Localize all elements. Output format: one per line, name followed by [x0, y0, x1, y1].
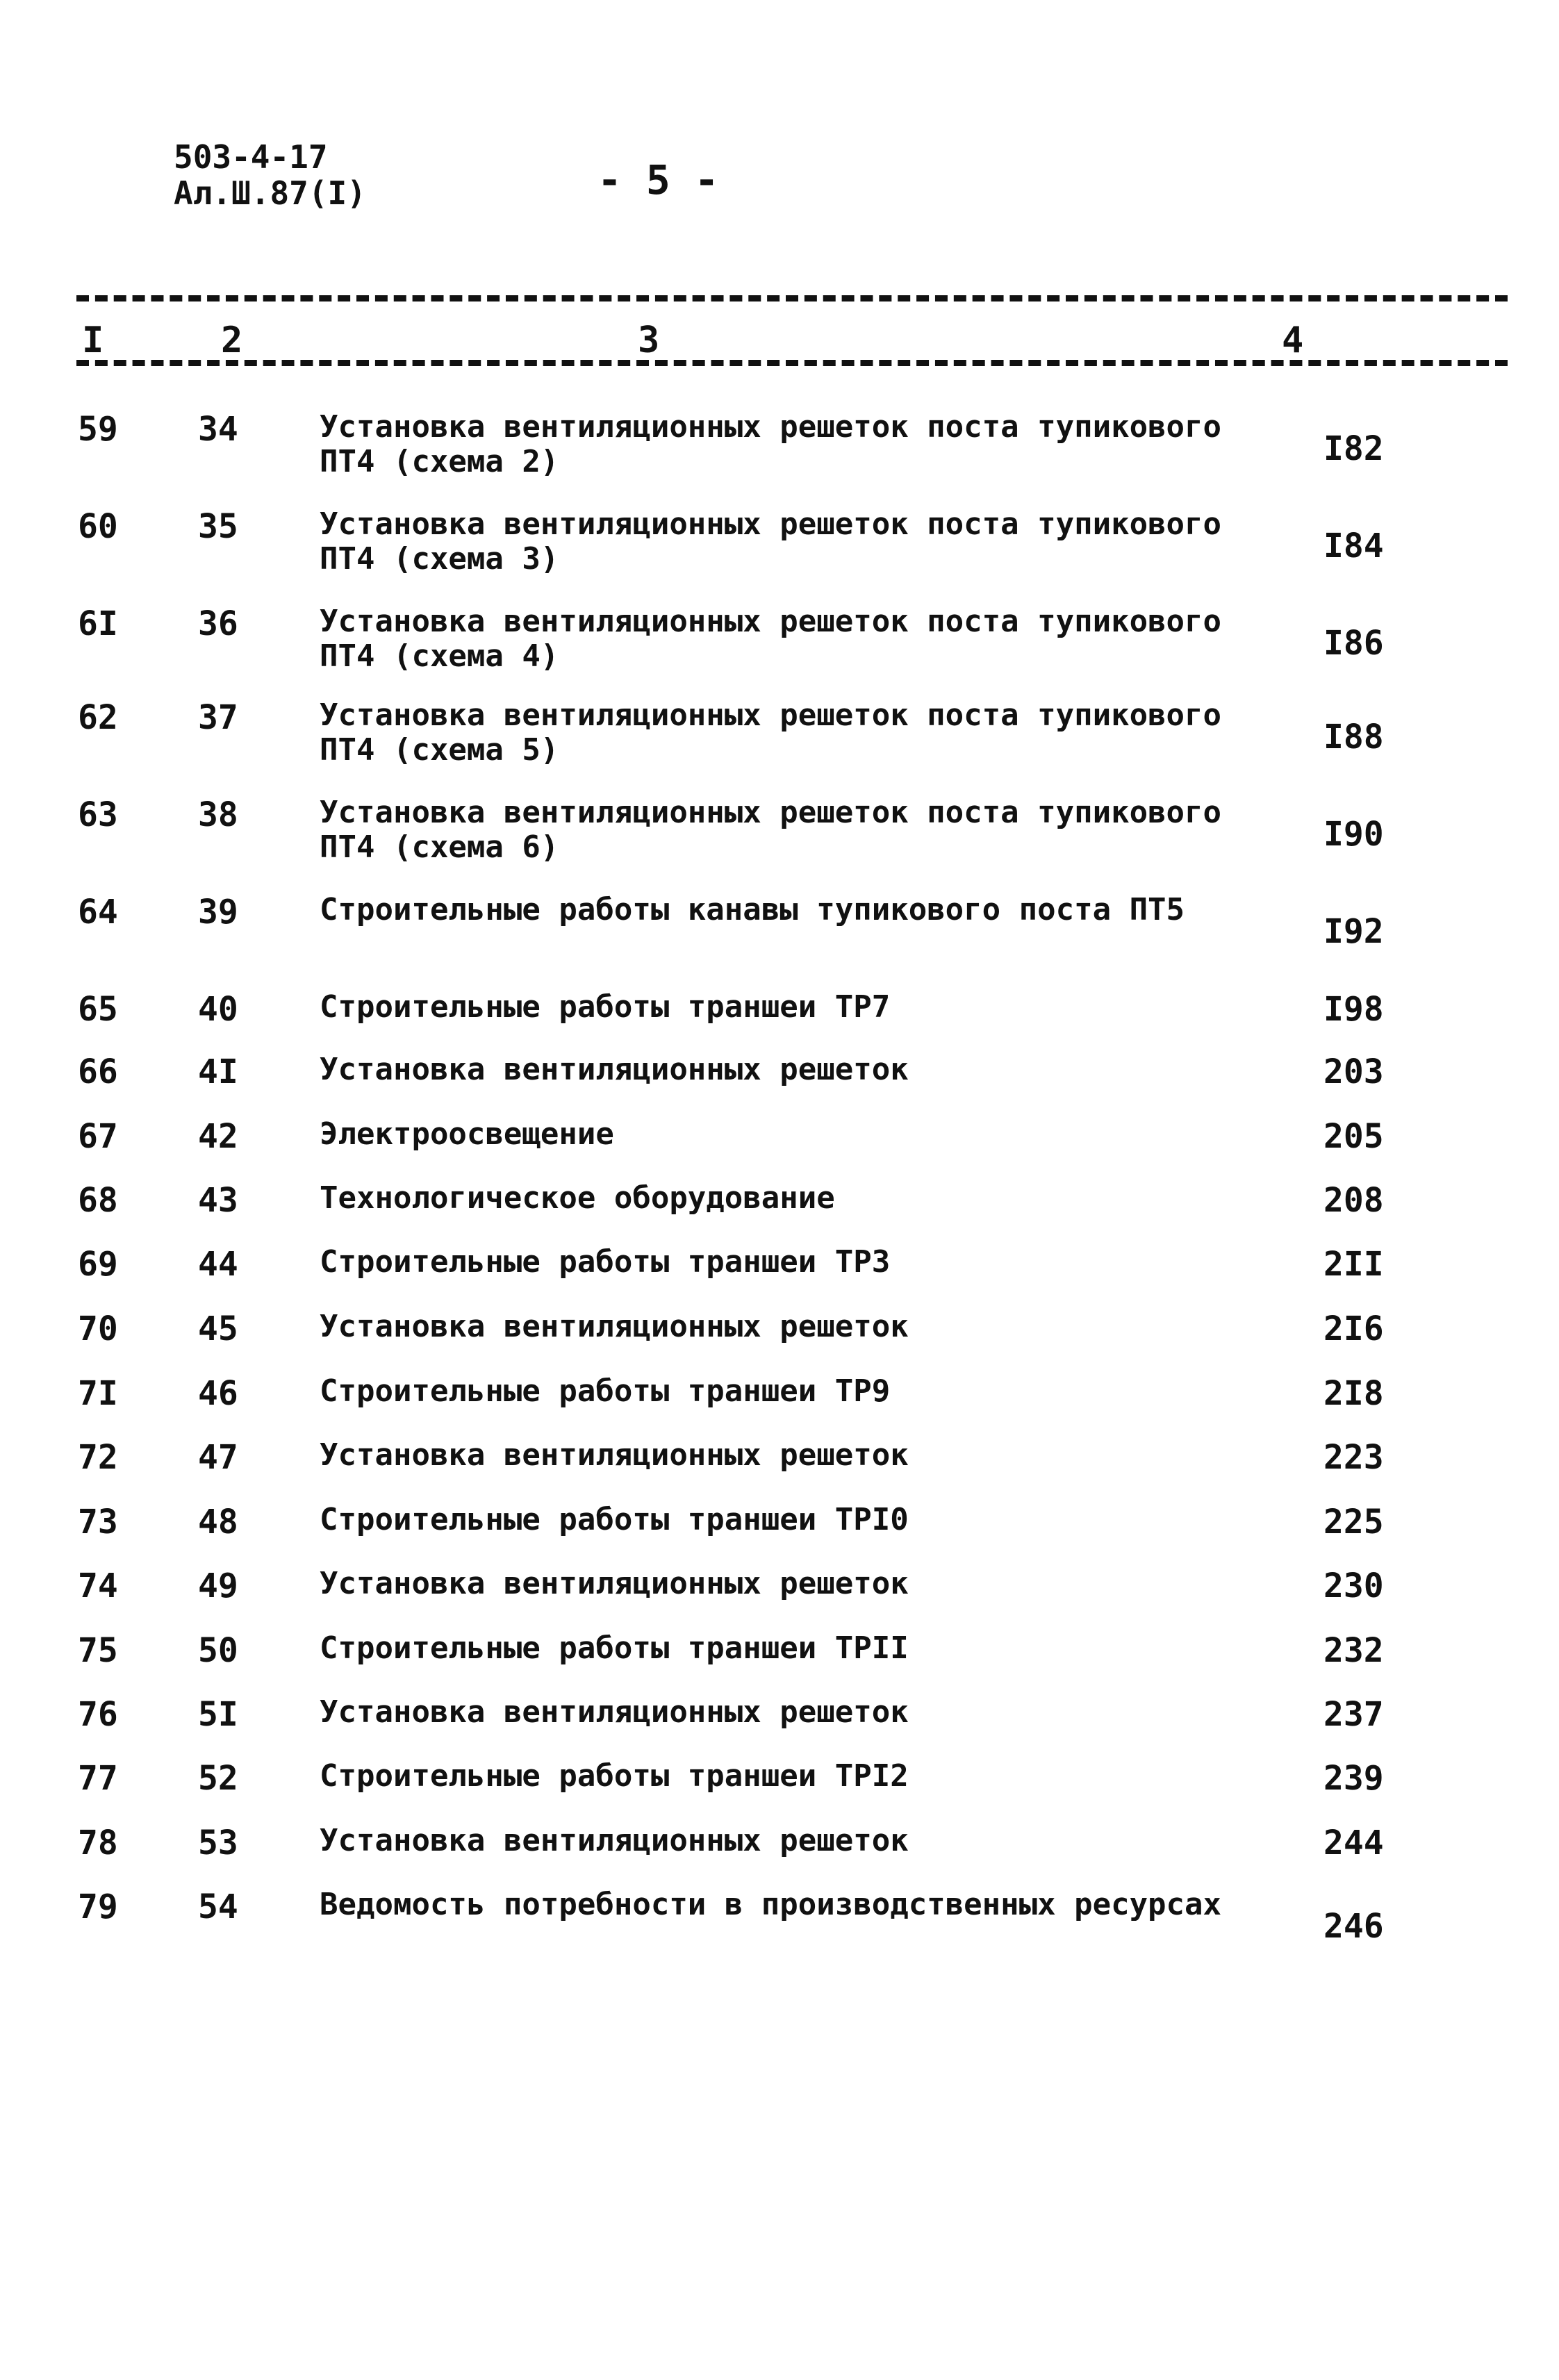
column-header-3: 3: [638, 320, 660, 361]
page-reference: 205: [1323, 1117, 1384, 1156]
item-title: Строительные работы канавы тупикового поста ПТ5: [320, 892, 1185, 927]
row-number: 60: [78, 507, 118, 546]
page-reference: I98: [1323, 990, 1384, 1029]
item-number: 45: [198, 1309, 238, 1348]
page-reference: 2I8: [1323, 1374, 1384, 1413]
row-number: 77: [78, 1759, 118, 1798]
page-reference: 244: [1323, 1824, 1384, 1862]
item-title: Установка вентиляционных решеток: [320, 1309, 909, 1344]
item-number: 36: [198, 604, 238, 643]
page-reference: I92: [1323, 912, 1384, 951]
item-title: Установка вентиляционных решеток поста тупикового ПТ4 (схема 3): [320, 506, 1222, 577]
page-reference: 2II: [1323, 1245, 1384, 1284]
row-number: 76: [78, 1695, 118, 1734]
item-title: Технологическое оборудование: [320, 1180, 835, 1216]
column-header-1: I: [82, 320, 104, 361]
item-title: Установка вентиляционных решеток поста тупикового ПТ4 (схема 6): [320, 795, 1222, 865]
item-number: 46: [198, 1374, 238, 1413]
item-number: 4I: [198, 1052, 238, 1091]
item-title: Строительные работы траншеи ТР9: [320, 1373, 891, 1409]
row-number: 79: [78, 1887, 118, 1926]
item-title: Установка вентиляционных решеток поста тупикового ПТ4 (схема 4): [320, 604, 1222, 674]
page-number: - 5 -: [597, 156, 719, 204]
page-reference: 223: [1323, 1438, 1384, 1477]
page-reference: 232: [1323, 1631, 1384, 1670]
item-number: 5I: [198, 1695, 238, 1734]
page-reference: I82: [1323, 429, 1384, 468]
row-number: 65: [78, 990, 118, 1029]
page-reference: I84: [1323, 527, 1384, 565]
page-reference: 225: [1323, 1503, 1384, 1542]
row-number: 72: [78, 1438, 118, 1477]
row-number: 70: [78, 1309, 118, 1348]
page-reference: I88: [1323, 718, 1384, 757]
row-number: 64: [78, 893, 118, 932]
row-number: 68: [78, 1181, 118, 1220]
item-number: 39: [198, 893, 238, 932]
row-number: 7I: [78, 1374, 118, 1413]
item-number: 34: [198, 410, 238, 449]
item-number: 38: [198, 795, 238, 834]
item-title: Ведомость потребности в производственных ресурсах: [320, 1887, 1222, 1922]
row-number: 78: [78, 1824, 118, 1862]
item-title: Установка вентиляционных решеток поста тупикового ПТ4 (схема 5): [320, 697, 1222, 768]
page-reference: 208: [1323, 1181, 1384, 1220]
row-number: 59: [78, 410, 118, 449]
row-number: 62: [78, 698, 118, 737]
document-code-line1: 503-4-17: [174, 138, 328, 176]
item-number: 52: [198, 1759, 238, 1798]
row-number: 73: [78, 1503, 118, 1542]
item-title: Установка вентиляционных решеток: [320, 1052, 909, 1087]
row-number: 69: [78, 1245, 118, 1284]
item-number: 40: [198, 990, 238, 1029]
item-title: Строительные работы траншеи ТРII: [320, 1630, 909, 1666]
item-number: 47: [198, 1438, 238, 1477]
item-title: Строительные работы траншеи ТРI0: [320, 1502, 909, 1537]
item-title: Электроосвещение: [320, 1116, 614, 1152]
page-reference: 237: [1323, 1695, 1384, 1734]
row-number: 63: [78, 795, 118, 834]
document-code-line2: Ал.Ш.87(I): [174, 174, 366, 212]
page-reference: I86: [1323, 624, 1384, 663]
item-title: Строительные работы траншеи ТРI2: [320, 1758, 909, 1794]
page-reference: 246: [1323, 1907, 1384, 1946]
column-header-4: 4: [1282, 320, 1304, 361]
row-number: 75: [78, 1631, 118, 1670]
row-number: 6I: [78, 604, 118, 643]
page-reference: 203: [1323, 1052, 1384, 1091]
item-number: 44: [198, 1245, 238, 1284]
item-title: Установка вентиляционных решеток: [320, 1566, 909, 1601]
row-number: 66: [78, 1052, 118, 1091]
item-number: 35: [198, 507, 238, 546]
item-number: 43: [198, 1181, 238, 1220]
item-title: Установка вентиляционных решеток: [320, 1823, 909, 1858]
item-title: Установка вентиляционных решеток: [320, 1694, 909, 1730]
page-reference: 230: [1323, 1567, 1384, 1605]
item-number: 54: [198, 1887, 238, 1926]
item-number: 53: [198, 1824, 238, 1862]
page-reference: I90: [1323, 815, 1384, 854]
page-reference: 2I6: [1323, 1309, 1384, 1348]
item-title: Установка вентиляционных решеток поста тупикового ПТ4 (схема 2): [320, 409, 1222, 479]
item-title: Строительные работы траншеи ТР7: [320, 989, 891, 1025]
item-title: Строительные работы траншеи ТР3: [320, 1244, 891, 1280]
item-title: Установка вентиляционных решеток: [320, 1437, 909, 1473]
item-number: 48: [198, 1503, 238, 1542]
page-reference: 239: [1323, 1759, 1384, 1798]
column-header-2: 2: [221, 320, 243, 361]
row-number: 74: [78, 1567, 118, 1605]
row-number: 67: [78, 1117, 118, 1156]
item-number: 37: [198, 698, 238, 737]
item-number: 49: [198, 1567, 238, 1605]
item-number: 50: [198, 1631, 238, 1670]
item-number: 42: [198, 1117, 238, 1156]
